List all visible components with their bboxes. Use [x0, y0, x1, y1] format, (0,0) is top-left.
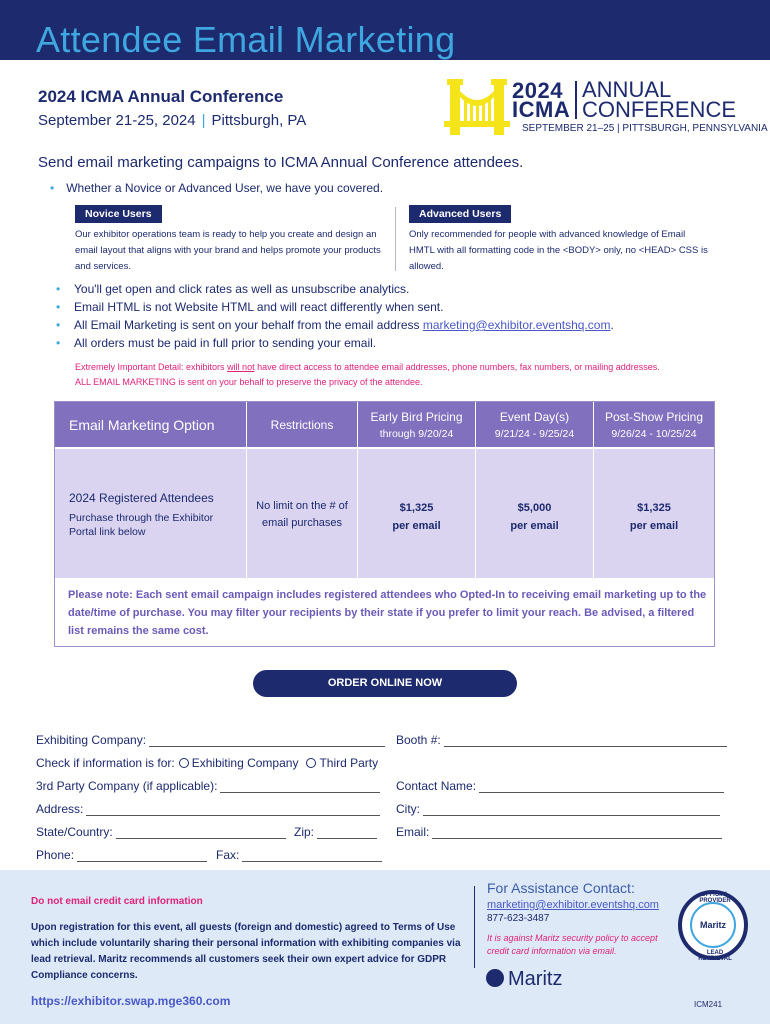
important-emphasis: will not — [227, 362, 255, 372]
badge-top-text: OFFICIAL PROVIDER — [699, 892, 731, 904]
important-text: have direct access to attendee email addresses, phone numbers, fax numbers, or mailing addresses. — [254, 362, 660, 372]
important-notice — [75, 360, 660, 390]
price-value: $1,325 — [399, 502, 434, 514]
document-code: ICM241 — [694, 1000, 723, 1009]
field-label: State/Country: — [36, 825, 113, 839]
post-show-price — [594, 499, 714, 535]
post-show-dates: 9/26/24 - 10/25/24 — [611, 427, 697, 440]
field-line[interactable] — [444, 735, 727, 747]
field-label: Fax: — [216, 848, 240, 862]
credit-card-warning: Do not email credit card information — [31, 896, 203, 907]
features-list — [56, 280, 614, 352]
price-unit: per email — [510, 520, 559, 532]
booth-field[interactable] — [396, 733, 727, 747]
field-line[interactable] — [116, 827, 286, 839]
order-online-button[interactable]: ORDER ONLINE NOW — [253, 670, 517, 697]
field-label: Address: — [36, 802, 84, 816]
date-separator: | — [201, 112, 206, 129]
early-bird-title: Early Bird Pricing — [370, 409, 463, 424]
important-line-2: ALL EMAIL MARKETING is sent on your behalf to preserve the privacy of the attendee. — [75, 377, 423, 387]
header-early-bird — [358, 402, 475, 447]
field-line[interactable] — [432, 827, 722, 839]
event-days-dates: 9/21/24 - 9/25/24 — [494, 427, 575, 440]
conference-location: Pittsburgh, PA — [211, 112, 307, 129]
novice-users-tag: Novice Users — [75, 205, 162, 223]
field-label: Exhibiting Company: — [36, 733, 147, 747]
info-for-check — [36, 756, 378, 770]
footer — [0, 870, 770, 1024]
early-bird-dates: through 9/20/24 — [379, 427, 454, 440]
official-provider-badge — [678, 890, 748, 960]
novice-users-text: Our exhibitor operations team is ready to help you create and design an email layout that aligns with your brand and helps promote your products and services. — [75, 229, 381, 272]
state-country-field[interactable] — [36, 825, 286, 839]
list-item-text: All Email Marketing is sent on your behalf from the email address — [74, 318, 423, 332]
radio-exhibiting[interactable] — [179, 758, 189, 768]
logo-year: 2024 — [512, 78, 563, 103]
important-line-1 — [75, 360, 660, 375]
price-value: $5,000 — [517, 502, 552, 514]
header-restrictions: Restrictions — [270, 417, 334, 432]
radio-label: Third Party — [319, 756, 379, 770]
security-policy-note: It is against Maritz security policy to accept credit card information via email. — [487, 933, 658, 956]
early-bird-price — [358, 499, 475, 535]
field-label: Check if information is for: — [36, 756, 175, 770]
contact-name-field[interactable] — [396, 779, 724, 793]
field-label: City: — [396, 802, 420, 816]
intro-bullet — [50, 181, 383, 195]
intro-lead: Send email marketing campaigns to ICMA Annual Conference attendees. — [38, 154, 524, 171]
important-text: Extremely Important Detail: exhibitors — [75, 362, 228, 372]
header-bar — [0, 0, 770, 60]
advanced-users-text: Only recommended for people with advanced knowledge of Email HMTL with all formatting code in the <BODY> only, no <HEAD> CSS is allowed. — [409, 229, 708, 272]
exhibiting-company-field[interactable] — [36, 733, 385, 747]
logo-subline: SEPTEMBER 21–25 | PITTSBURGH, PENNSYLVANIA — [522, 123, 768, 134]
assistance-phone: 877-623-3487 — [487, 913, 550, 924]
price-unit: per email — [392, 520, 441, 532]
list-item — [56, 298, 614, 316]
list-item — [56, 334, 614, 352]
icma-logo — [444, 77, 768, 139]
intro-bullet-text: Whether a Novice or Advanced User, we have you covered. — [66, 181, 384, 195]
radio-third-party[interactable] — [306, 758, 316, 768]
field-line[interactable] — [242, 850, 382, 862]
field-line[interactable] — [479, 781, 724, 793]
advanced-users-box — [409, 205, 709, 275]
sender-email-link[interactable]: marketing@exhibitor.eventshq.com — [422, 318, 611, 332]
conference-name: 2024 ICMA Annual Conference — [38, 87, 284, 106]
badge-center: Maritz — [690, 902, 736, 948]
address-field[interactable] — [36, 802, 380, 816]
header-event-days — [476, 402, 593, 447]
field-line[interactable] — [220, 781, 380, 793]
price-value: $1,325 — [637, 502, 671, 514]
radio-label: Exhibiting Company — [191, 756, 299, 770]
option-cell — [69, 491, 239, 539]
field-label: Phone: — [36, 848, 75, 862]
logo-conference: CONFERENCE — [582, 97, 737, 122]
field-label: Email: — [396, 825, 430, 839]
conference-dates — [38, 112, 306, 129]
header-option: Email Marketing Option — [69, 416, 215, 433]
field-line[interactable] — [149, 735, 385, 747]
list-item — [56, 280, 614, 298]
third-party-field[interactable] — [36, 779, 380, 793]
assistance-heading: For Assistance Contact: — [487, 880, 635, 896]
user-type-divider — [395, 207, 396, 271]
pricing-note: Please note: Each sent email campaign includes registered attendees who Opted-In to receiving email marketing up to the date/time of purchase. You may filter your recipients by their state if you prefer to limit your reach. Be advised, a filtered list remains the same cost. — [68, 589, 707, 637]
list-item-text: Email HTML is not Website HTML and will react differently when sent. — [74, 300, 444, 314]
conference-date-text: September 21-25, 2024 — [38, 112, 196, 129]
event-days-price — [476, 499, 593, 535]
option-title: 2024 Registered Attendees — [69, 491, 214, 505]
logo-icma: ICMA — [512, 97, 571, 122]
exhibitor-portal-link[interactable]: https://exhibitor.swap.mge360.com — [31, 994, 231, 1008]
advanced-users-tag: Advanced Users — [409, 205, 511, 223]
field-line[interactable] — [86, 804, 380, 816]
option-subtitle: Purchase through the Exhibitor Portal link below — [69, 512, 214, 538]
field-label: 3rd Party Company (if applicable): — [36, 779, 218, 793]
page-title: Attendee Email Marketing — [36, 19, 456, 60]
bridge-icon — [444, 77, 510, 135]
logo-divider — [575, 81, 577, 119]
zip-field[interactable] — [294, 825, 377, 839]
post-show-title: Post-Show Pricing — [604, 409, 704, 424]
field-line[interactable] — [423, 804, 720, 816]
footer-divider — [474, 886, 475, 968]
header-post-show — [594, 402, 714, 447]
email-field[interactable] — [396, 825, 722, 839]
fax-field[interactable] — [216, 848, 382, 862]
phone-field[interactable] — [36, 848, 207, 862]
maritz-wordmark: Maritz — [508, 968, 563, 990]
event-days-title: Event Day(s) — [499, 409, 570, 424]
field-line[interactable] — [317, 827, 377, 839]
field-line[interactable] — [77, 850, 207, 862]
assistance-email-link[interactable]: marketing@exhibitor.eventshq.com — [487, 899, 659, 911]
maritz-mark-icon — [486, 969, 504, 987]
terms-text: Upon registration for this event, all guests (foreign and domestic) agreed to Terms of Use which include voluntarily sharing their personal information with exhibiting companies via lead retrieval. Maritz recommends all customers seek their own expert advice for GDPR Compliance concerns. — [31, 922, 461, 981]
badge-bottom-text: LEAD RETRIEVAL — [698, 950, 732, 962]
list-item-text: You'll get open and click rates as well as unsubscribe analytics. — [74, 282, 410, 296]
novice-users-box — [75, 205, 385, 275]
restriction-cell: No limit on the # of email purchases — [256, 500, 348, 529]
field-label: Booth #: — [396, 733, 441, 747]
city-field[interactable] — [396, 802, 720, 816]
logo-annual: ANNUAL — [582, 77, 672, 102]
maritz-logo — [486, 968, 562, 991]
list-item-text: All orders must be paid in full prior to sending your email. — [74, 336, 377, 350]
field-label: Contact Name: — [396, 779, 477, 793]
list-item: • All Email Marketing is sent on your behalf from the email address marketing@exhibitor.eventshq.com. — [56, 316, 614, 334]
pricing-table — [54, 401, 715, 647]
price-unit: per email — [629, 520, 679, 532]
field-label: Zip: — [294, 825, 315, 839]
